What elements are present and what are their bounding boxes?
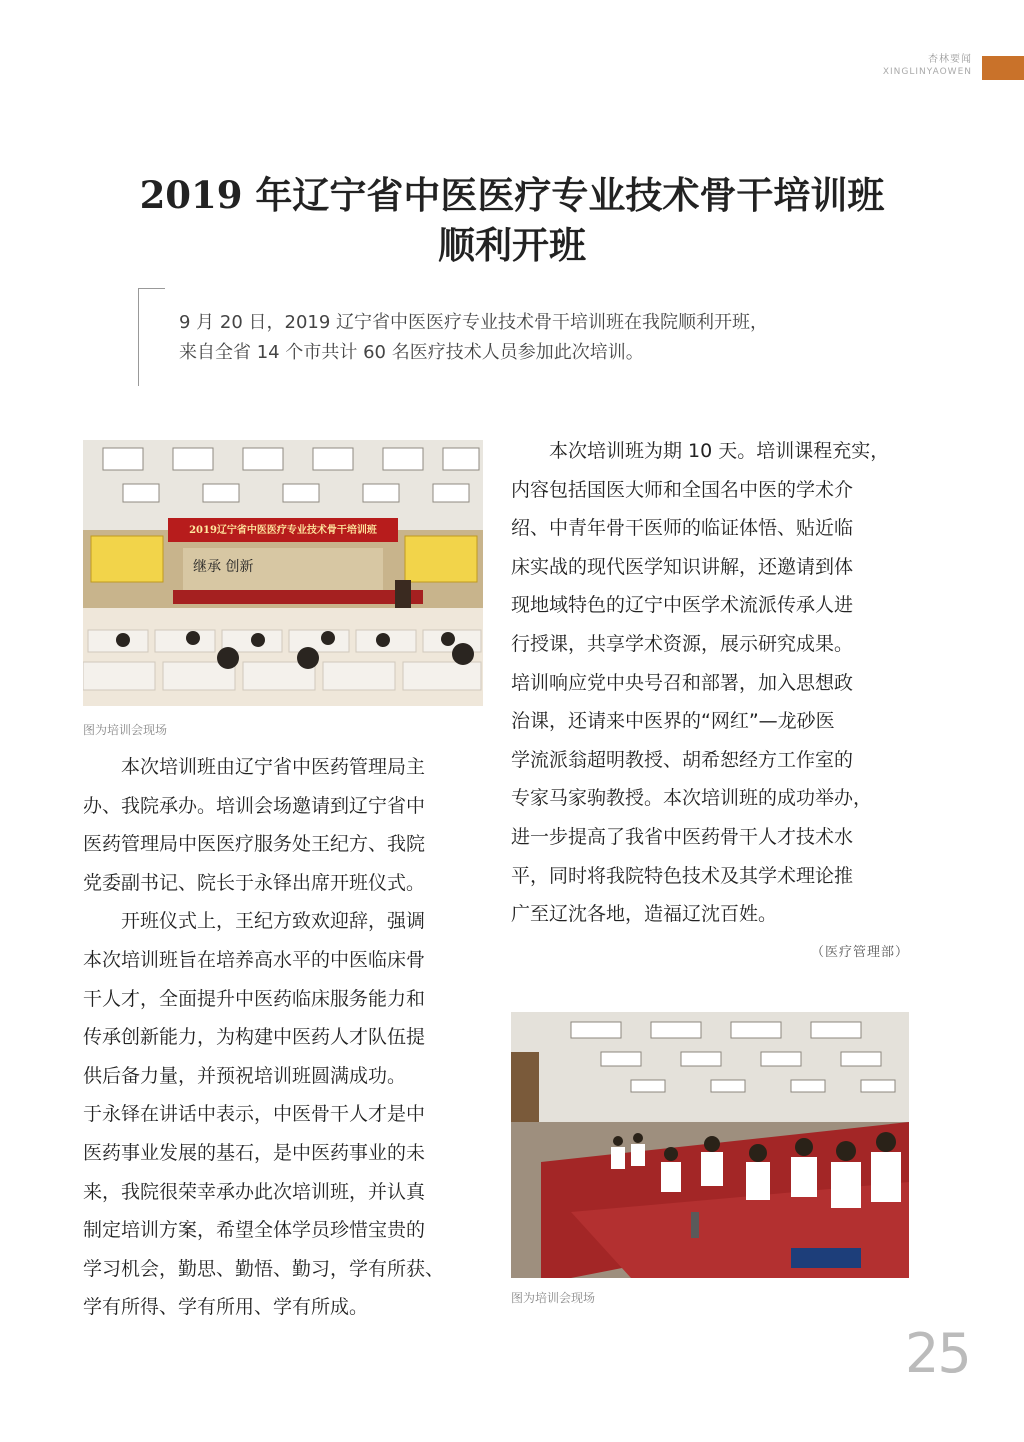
text-line: 党委副书记、院长于永铎出席开班仪式。 [83,871,426,894]
section-header [883,50,972,77]
text-line: 绍、中青年骨干医师的临证体悟、贴近临 [511,517,854,540]
text-line: 本次培训班由辽宁省中医药管理局主 [121,756,426,778]
page-number: 25 [905,1322,970,1385]
text-line: 干人才，全面提升中医药临床服务能力和 [83,987,426,1010]
paragraph [83,748,488,902]
article-title-line1: 2019 年辽宁省中医医疗专业技术骨干培训班 [139,173,885,217]
section-title-cn: 杏林要闻 [928,54,972,65]
text-line: 本次培训班旨在培养高水平的中医临床骨 [83,948,426,971]
text-line: 本次培训班为期 10 天。培训课程充实， [549,440,890,462]
article-title-line2: 顺利开班 [438,223,586,267]
text-line: 广至辽沈各地，造福辽沈百姓。 [511,903,778,926]
text-line: 来，我院很荣幸承办此次培训班，并认真 [83,1180,426,1203]
text-line: 学有所得、学有所用、学有所成。 [83,1296,369,1319]
text-line: 行授课，共享学术资源，展示研究成果。 [511,632,854,655]
lead-text [179,308,768,368]
text-line: 供后备力量，并预祝培训班圆满成功。 [83,1064,407,1087]
text-line: 培训响应党中央号召和部署，加入思想政 [511,671,854,694]
trainees-hall-photo [511,1012,909,1278]
text-line: 现地域特色的辽宁中医学术流派传承人进 [511,594,854,617]
lead-line: 9 月 20 日，2019 辽宁省中医医疗专业技术骨干培训班在我院顺利开班， [179,312,769,333]
training-venue-photo [83,440,483,706]
text-line: 学习机会，勤思、勤悟、勤习，学有所获、 [83,1257,445,1280]
lead-box [138,288,899,386]
text-line: 内容包括国医大师和全国名中医的学术介 [511,478,854,501]
text-line: 传承创新能力，为构建中医药人才队伍提 [83,1026,426,1049]
text-line: 于永铎在讲话中表示，中医骨干人才是中 [83,1103,426,1126]
text-line: 治课，还请来中医界的“网红”—龙砂医 [511,710,835,733]
text-line: 床实战的现代医学知识讲解，还邀请到体 [511,555,854,578]
text-line: 医药管理局中医医疗服务处王纪方、我院 [83,833,426,856]
photo-banner-text: 2019辽宁省中医医疗专业技术骨干培训班 [189,525,377,536]
author-signature: （医疗管理部） [811,945,910,960]
text-line: 学流派翁超明教授、胡希恕经方工作室的 [511,748,854,771]
text-line: 开班仪式上，王纪方致欢迎辞，强调 [121,910,426,933]
text-line: 办、我院承办。培训会场邀请到辽宁省中 [83,794,426,817]
paragraph [83,902,488,1327]
text-line: 专家马家驹教授。本次培训班的成功举办， [511,787,873,810]
left-column [83,748,488,1327]
text-line: 平，同时将我院特色技术及其学术理论推 [511,864,854,887]
right-column [511,432,916,934]
photo-caption: 图为培训会现场 [83,723,168,737]
lead-line: 来自全省 14 个市共计 60 名医疗技术人员参加此次培训。 [179,342,644,363]
trainees-hall-illustration [511,1012,909,1278]
photo-caption: 图为培训会现场 [511,1291,596,1305]
text-line: 医药事业发展的基石，是中医药事业的未 [83,1141,426,1164]
photo-motto-text: 继承 创新 [193,559,254,575]
lead-corner-rule [139,288,165,289]
paragraph [511,432,916,934]
training-venue-illustration [83,440,483,706]
section-tab-marker [982,56,1024,80]
text-line: 进一步提高了我省中医药骨干人才技术水 [511,825,854,848]
article-title [0,170,1024,270]
section-title-en: XINGLINYAOWEN [882,67,972,77]
text-line: 制定培训方案，希望全体学员珍惜宝贵的 [83,1219,426,1242]
